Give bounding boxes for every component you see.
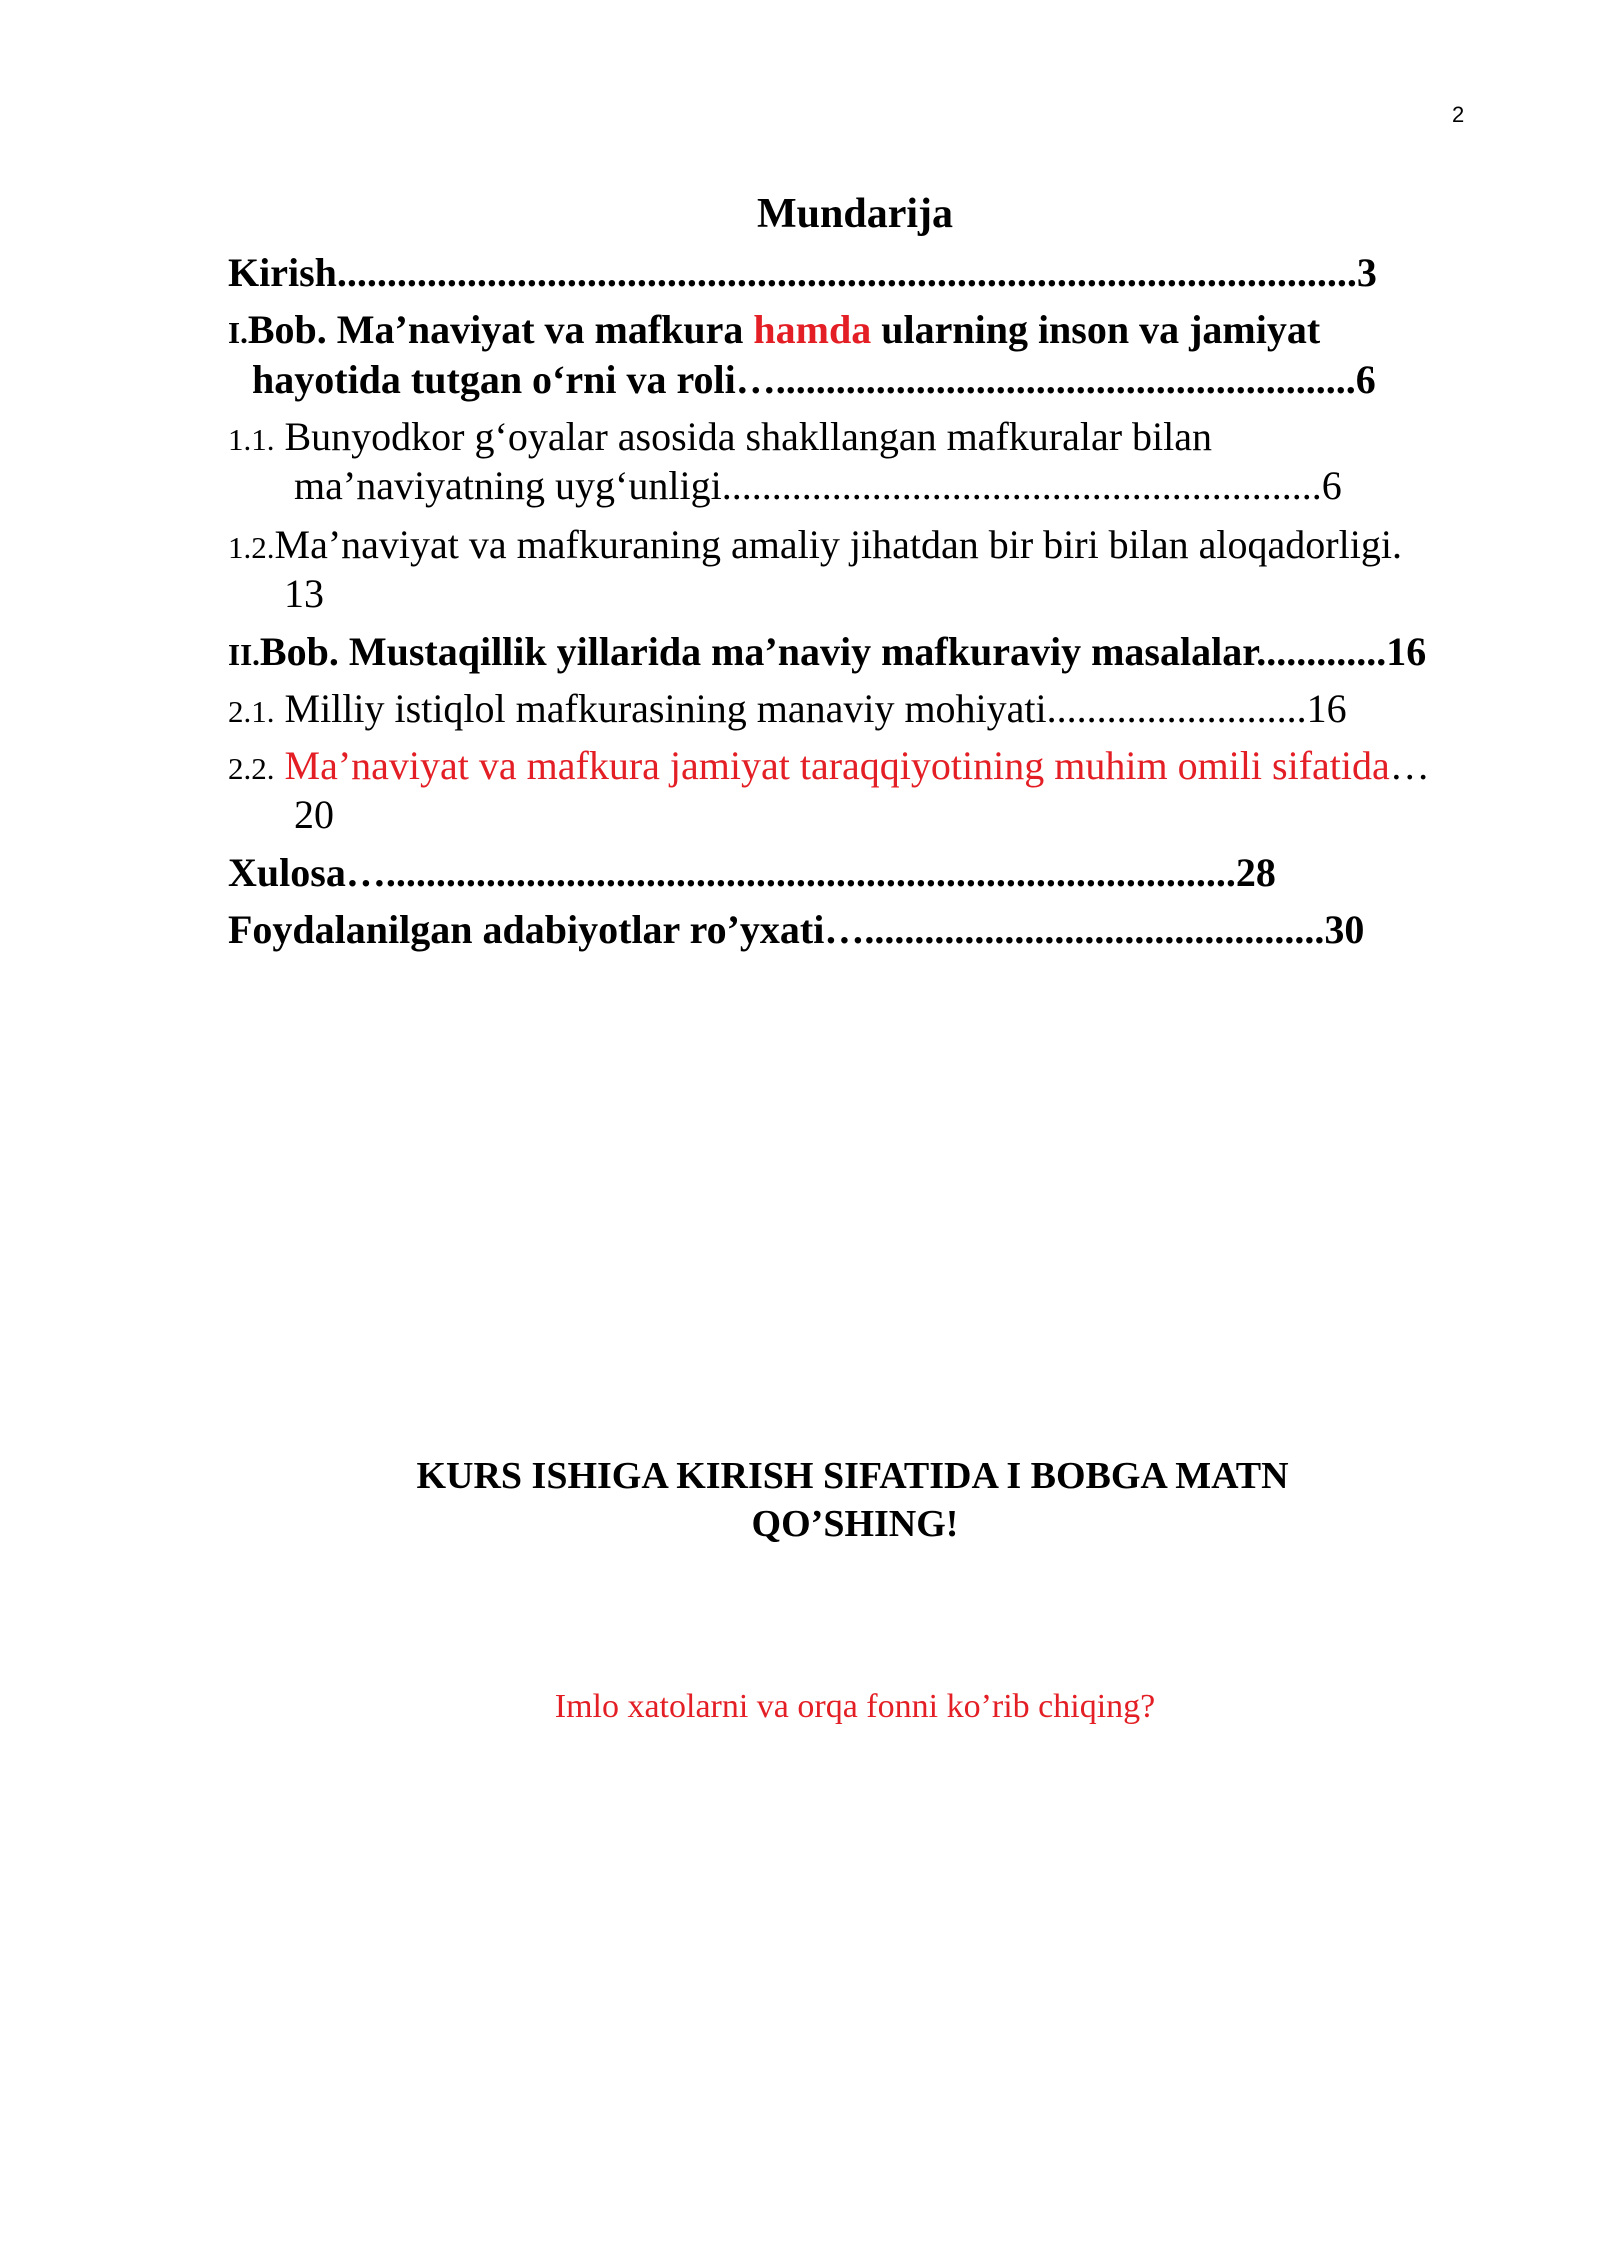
toc-2-1-title: Milliy istiqlol mafkurasining manaviy mohiyati [274, 686, 1047, 731]
toc-kirish-page: 3 [1356, 250, 1377, 295]
toc-1-1-dots: ............................................................ [721, 463, 1322, 508]
toc-entry-bob1[interactable] [228, 307, 1321, 352]
toc-2-1-page: 16 [1306, 686, 1347, 731]
toc-entry-1-2[interactable] [228, 522, 1402, 567]
toc-1-1-line2: ma’naviyatning uyg‘unligi [294, 463, 722, 508]
toc-title: Mundarija [756, 191, 953, 237]
toc-1-1-page: 6 [1321, 463, 1342, 508]
toc-entry-2-2[interactable] [228, 743, 1430, 788]
toc-bob1-title-start: Bob. Ma’naviyat va mafkura [247, 307, 754, 352]
toc-kirish-label: Kirish [228, 250, 337, 295]
toc-bob2-title: Bob. Mustaqillik yillarida ma’naviy mafkuraviy masalalar [259, 629, 1257, 674]
toc-adabiyotlar-label: Foydalanilgan adabiyotlar ro’yxati… [228, 907, 865, 952]
toc-kirish-dots: ...................................................................................................... [336, 250, 1357, 295]
toc-bob1-page: 6 [1355, 357, 1376, 402]
toc-bob1-dots: .......................................................... [775, 357, 1356, 402]
toc-entry-1-1-continuation[interactable] [294, 463, 1342, 508]
toc-1-1-number: 1.1. [228, 422, 275, 457]
toc-1-2-title: Ma’naviyat va mafkuraning amaliy jihatdan bir biri bilan aloqadorligi. [274, 522, 1402, 567]
page-number: 2 [1452, 102, 1465, 127]
toc-bob1-number: I. [228, 315, 248, 350]
toc-2-2-number: 2.2. [228, 751, 275, 786]
toc-entry-1-2-page: 13 [284, 571, 324, 616]
toc-1-1-title: Bunyodkor g‘oyalar asosida shakllangan mafkuralar bilan [274, 414, 1212, 459]
toc-bob1-title-end: ularning inson va jamiyat [871, 307, 1321, 352]
toc-2-1-number: 2.1. [228, 694, 275, 729]
toc-entry-kirish[interactable] [228, 250, 1377, 295]
toc-entry-2-2-page: 20 [294, 792, 334, 837]
toc-adabiyotlar-dots: .............................................. [864, 907, 1325, 952]
toc-bob2-dots: ............. [1256, 629, 1387, 674]
toc-bob1-highlight: hamda [753, 307, 872, 352]
instruction-heading-line1: KURS ISHIGA KIRISH SIFATIDA I BOBGA MATN [416, 1455, 1289, 1497]
toc-bob2-number: II. [228, 637, 260, 672]
toc-xulosa-dots: ..................................................................................... [385, 850, 1236, 895]
toc-adabiyotlar-page: 30 [1324, 907, 1365, 952]
toc-entry-xulosa[interactable] [228, 850, 1276, 895]
toc-entry-1-1[interactable] [228, 414, 1212, 459]
toc-xulosa-page: 28 [1235, 850, 1276, 895]
review-note: Imlo xatolarni va orqa fonni ko’rib chiqing? [554, 1688, 1156, 1725]
toc-bob1-line2: hayotida tutgan o‘rni va roli… [252, 357, 776, 402]
toc-2-1-dots: .......................... [1046, 686, 1307, 731]
instruction-heading-line2: QO’SHING! [751, 1503, 959, 1545]
toc-entry-adabiyotlar[interactable] [228, 907, 1365, 952]
toc-1-2-number: 1.2. [228, 530, 275, 565]
toc-entry-2-1[interactable] [228, 686, 1347, 731]
toc-entry-bob1-continuation[interactable] [252, 357, 1376, 402]
toc-2-2-dots: … [1389, 743, 1430, 788]
toc-xulosa-label: Xulosa… [228, 850, 386, 895]
toc-2-2-title: Ma’naviyat va mafkura jamiyat taraqqiyotining muhim omili sifatida [274, 743, 1390, 788]
toc-bob2-page: 16 [1386, 629, 1427, 674]
toc-entry-bob2[interactable] [228, 629, 1427, 674]
